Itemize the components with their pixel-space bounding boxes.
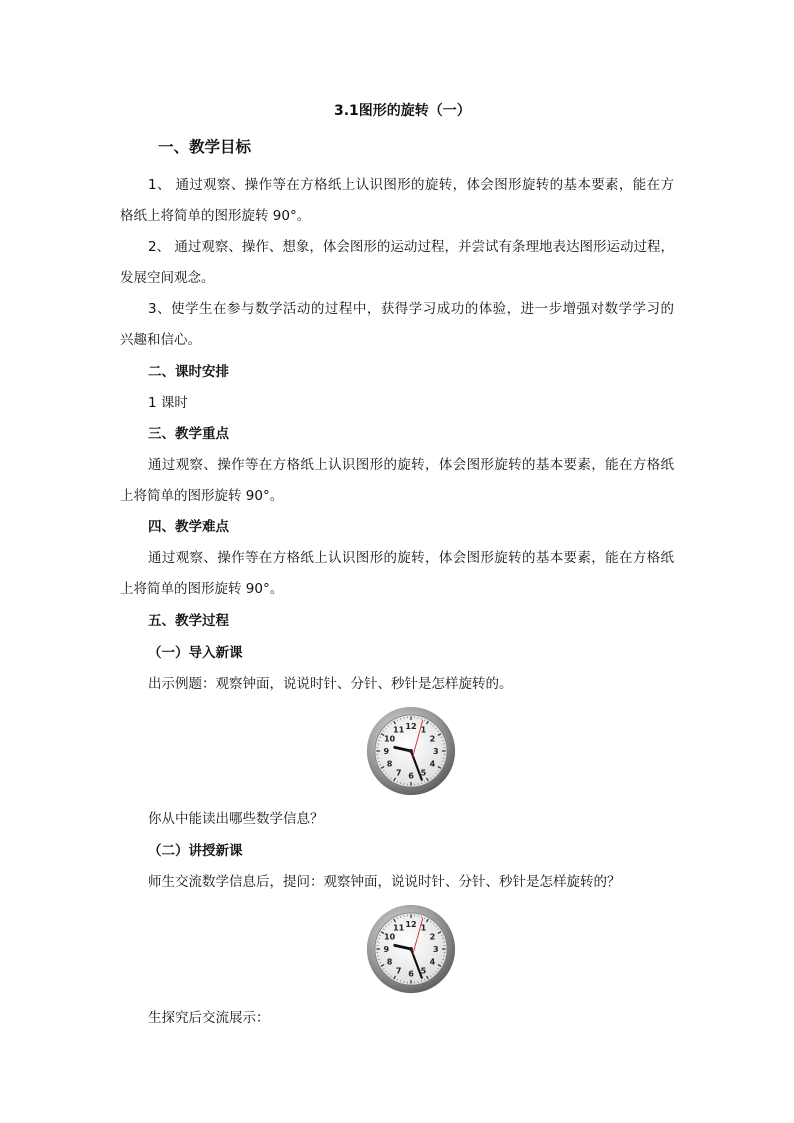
objective-1-line-2: 格纸上将简单的图形旋转 90°。 xyxy=(120,208,311,224)
intro-text: 出示例题：观察钟面，说说时针、分针、秒针是怎样旋转的。 xyxy=(148,676,513,692)
keypoint-line-2: 上将简单的图形旋转 90°。 xyxy=(120,488,284,504)
objective-3-line-2: 兴趣和信心。 xyxy=(120,332,201,348)
clock-number-11: 11 xyxy=(393,724,405,735)
teach-after-text: 生探究后交流展示： xyxy=(148,1010,270,1026)
heading-keypoint: 三、教学重点 xyxy=(148,426,229,442)
clock-number-4: 4 xyxy=(429,758,436,769)
clock-image-2 xyxy=(366,904,456,994)
heading-intro: （一）导入新课 xyxy=(148,645,243,661)
teach-text: 师生交流数学信息后，提问：观察钟面，说说时针、分针、秒针是怎样旋转的？ xyxy=(148,874,621,890)
heading-objectives: 一、教学目标 xyxy=(158,138,252,156)
clock-number-5: 5 xyxy=(420,767,427,778)
clock-number-5: 5 xyxy=(420,965,427,976)
clock-center-cap xyxy=(409,749,413,753)
document-title: 3.1图形的旋转（一） xyxy=(334,103,471,119)
clock-number-7: 7 xyxy=(395,965,402,976)
clock-number-12: 12 xyxy=(405,721,417,732)
keypoint-line-1: 通过观察、操作等在方格纸上认识图形的旋转，体会图形旋转的基本要素，能在方格纸 xyxy=(148,457,674,473)
clock-number-6: 6 xyxy=(408,968,414,979)
clock-number-10: 10 xyxy=(383,931,396,942)
clock-number-9: 9 xyxy=(383,745,390,756)
heading-schedule: 二、课时安排 xyxy=(148,364,229,380)
clock-number-1: 1 xyxy=(420,724,427,735)
objective-2-line-1: 2、 通过观察、操作、想象，体会图形的运动过程，并尝试有条理地表达图形运动过程， xyxy=(148,239,674,255)
intro-question: 你从中能读出哪些数学信息？ xyxy=(148,811,324,827)
clock-number-4: 4 xyxy=(429,956,436,967)
clock-center-cap xyxy=(409,947,413,951)
difficulty-line-2: 上将简单的图形旋转 90°。 xyxy=(120,581,284,597)
clock-number-8: 8 xyxy=(386,956,393,967)
clock-image-1 xyxy=(366,706,456,796)
objective-2-line-2: 发展空间观念。 xyxy=(120,270,215,286)
clock-number-7: 7 xyxy=(395,767,402,778)
clock-number-2: 2 xyxy=(429,733,436,744)
heading-teach: （二）讲授新课 xyxy=(148,843,243,859)
clock-number-6: 6 xyxy=(408,770,414,781)
clock-number-8: 8 xyxy=(386,758,393,769)
clock-number-9: 9 xyxy=(383,943,390,954)
objective-1-line-1: 1、 通过观察、操作等在方格纸上认识图形的旋转，体会图形旋转的基本要素，能在方 xyxy=(148,177,674,193)
clock-number-12: 12 xyxy=(405,919,417,930)
heading-process: 五、教学过程 xyxy=(148,613,229,629)
clock-number-3: 3 xyxy=(432,943,439,954)
difficulty-line-1: 通过观察、操作等在方格纸上认识图形的旋转，体会图形旋转的基本要素，能在方格纸 xyxy=(148,550,674,566)
heading-difficulty: 四、教学难点 xyxy=(148,519,229,535)
clock-number-1: 1 xyxy=(420,922,427,933)
clock-number-3: 3 xyxy=(432,745,439,756)
schedule-text: 1 课时 xyxy=(148,395,188,411)
clock-number-2: 2 xyxy=(429,931,436,942)
clock-number-11: 11 xyxy=(393,922,405,933)
clock-number-10: 10 xyxy=(383,733,396,744)
objective-3-line-1: 3、使学生在参与数学活动的过程中，获得学习成功的体验，进一步增强对数学学习的 xyxy=(148,301,674,317)
